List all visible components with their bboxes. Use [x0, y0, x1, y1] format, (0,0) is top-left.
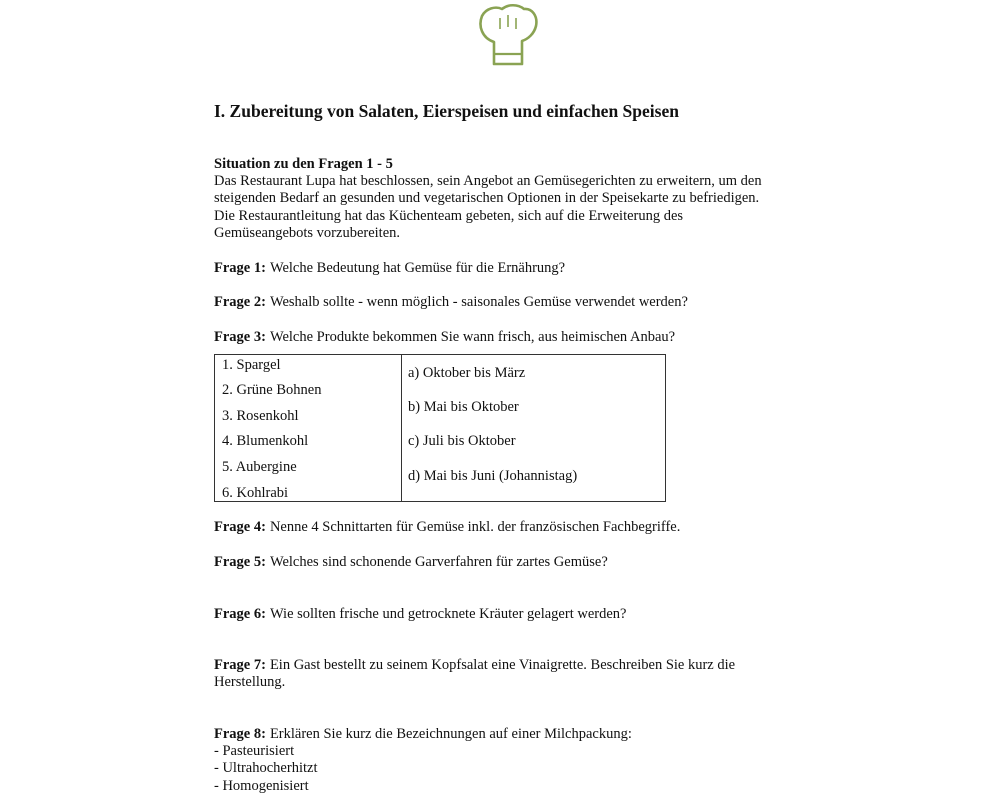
question-text: Welche Produkte bekommen Sie wann frisch, aus heimischen Anbau?: [269, 329, 676, 345]
chef-hat-icon: [474, 2, 540, 68]
situation-line: Gemüseangebots vorzubereiten.: [214, 224, 401, 241]
question-text: Ein Gast bestellt zu seinem Kopfsalat eine Vinaigrette. Beschreiben Sie kurz die: [269, 657, 736, 673]
question-4: [214, 519, 680, 536]
question-label: Frage 3:: [214, 329, 266, 345]
question-7: [214, 657, 735, 691]
question-text: Welche Bedeutung hat Gemüse für die Ernährung?: [269, 260, 566, 276]
product-item: 4. Blumenkohl: [222, 433, 309, 449]
seasons-column: [402, 355, 665, 501]
situation-line: Die Restaurantleitung hat das Küchenteam gebeten, sich auf die Erweiterung des: [214, 207, 684, 224]
question-8: [214, 726, 632, 795]
question-text: Weshalb sollte - wenn möglich - saisonales Gemüse verwendet werden?: [269, 294, 688, 310]
question-text: Wie sollten frische und getrocknete Kräuter gelagert werden?: [269, 606, 627, 622]
list-item: - Homogenisiert: [214, 777, 309, 794]
list-item: - Ultrahocherhitzt: [214, 760, 318, 777]
season-item: a) Oktober bis März: [408, 365, 526, 381]
situation-title: Situation zu den Fragen 1 - 5: [214, 156, 393, 172]
question-label: Frage 7:: [214, 657, 266, 673]
situation-line: steigenden Bedarf an gesunden und vegetarischen Optionen in der Speisekarte zu befriedigen.: [214, 190, 760, 207]
question-5: [214, 554, 608, 571]
question-text: Welches sind schonende Garverfahren für zartes Gemüse?: [269, 554, 608, 570]
question-label: Frage 6:: [214, 606, 266, 622]
question-6: [214, 606, 626, 623]
list-item: - Pasteurisiert: [214, 743, 295, 760]
question-label: Frage 8:: [214, 726, 266, 742]
products-column: [215, 355, 402, 501]
situation-block: [214, 156, 814, 242]
product-item: 2. Grüne Bohnen: [222, 382, 322, 398]
question-text-continued: Herstellung.: [214, 674, 286, 691]
question-label: Frage 2:: [214, 294, 266, 310]
question-2: [214, 294, 688, 311]
situation-line: Das Restaurant Lupa hat beschlossen, sein Angebot an Gemüsegerichten zu erweitern, um den: [214, 173, 762, 190]
matching-table: [214, 354, 666, 502]
question-line: [214, 726, 632, 743]
season-item: b) Mai bis Oktober: [408, 399, 519, 415]
product-item: 6. Kohlrabi: [222, 485, 289, 501]
question-3: [214, 329, 675, 346]
question-text: Erklären Sie kurz die Bezeichnungen auf einer Milchpackung:: [269, 726, 632, 742]
season-item: c) Juli bis Oktober: [408, 433, 516, 449]
question-line: [214, 657, 735, 674]
question-label: Frage 1:: [214, 260, 266, 276]
product-item: 5. Aubergine: [222, 459, 297, 475]
question-label: Frage 5:: [214, 554, 266, 570]
question-label: Frage 4:: [214, 519, 266, 535]
product-item: 3. Rosenkohl: [222, 408, 299, 424]
question-text: Nenne 4 Schnittarten für Gemüse inkl. der französischen Fachbegriffe.: [269, 519, 681, 535]
section-title: I. Zubereitung von Salaten, Eierspeisen und einfachen Speisen: [214, 101, 679, 121]
season-item: d) Mai bis Juni (Johannistag): [408, 468, 578, 484]
product-item: 1. Spargel: [222, 357, 281, 373]
question-1: [214, 260, 565, 277]
